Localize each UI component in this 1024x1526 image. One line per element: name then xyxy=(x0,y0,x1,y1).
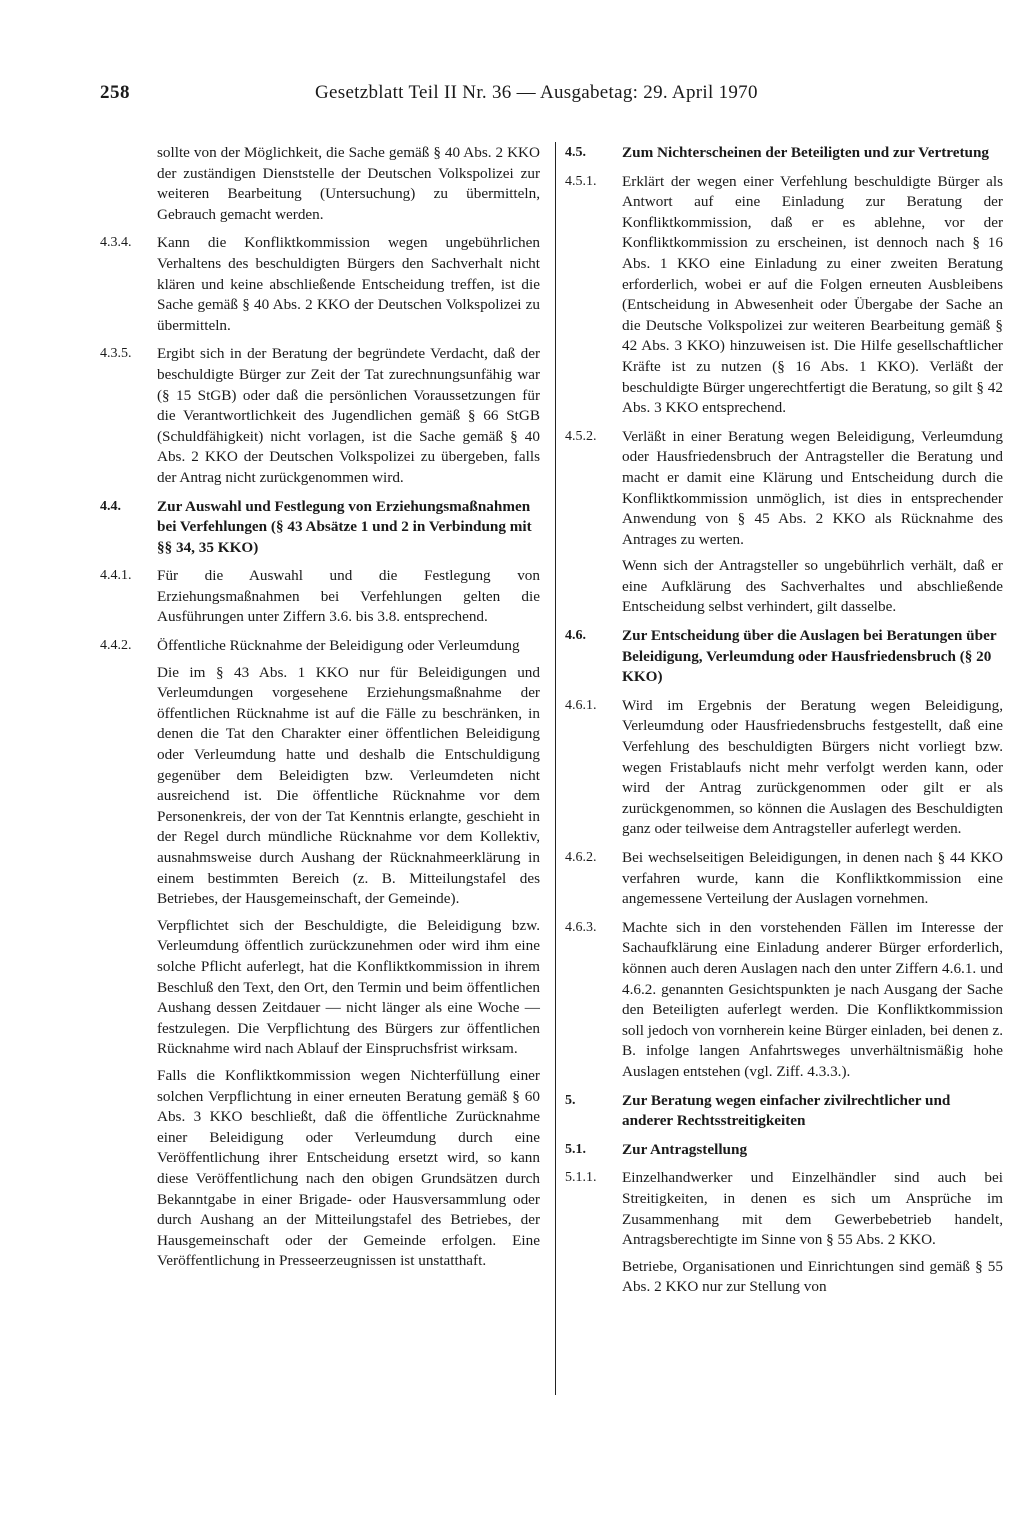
section-paragraph xyxy=(565,848,1003,910)
paragraph-text: Ergibt sich in der Beratung der begründete Verdacht, daß der beschuldigte Bürger zur Zeit der Tat zurechnungsunfähig war (§ 15 StGB) oder daß die persönlichen Voraussetzungen für die Verantwortlichkeit des Jugendlichen gemäß § 66 StGB (Schuldfähigkeit) nicht vorlagen, ist die Sache gemäß § 40 Abs. 2 KKO der Deutschen Volkspolizei zu übergeben, falls der Antrag nicht zurückgenommen wird. xyxy=(157,345,540,486)
section-heading xyxy=(565,143,1003,164)
section-body xyxy=(622,427,1003,618)
section-paragraph xyxy=(565,172,1003,419)
section-body xyxy=(622,626,1003,688)
paragraph-text: sollte von der Möglichkeit, die Sache gemäß § 40 Abs. 2 KKO der zuständigen Dienststelle der Deutschen Volkspolizei zur weiteren Bearbeitung (Untersuchung) zu übermitteln, Gebrauch gemacht werden. xyxy=(157,144,540,223)
section-number: 4.6.2. xyxy=(565,850,597,865)
paragraph-text: Zur Beratung wegen einfacher zivilrechtlicher und anderer Rechtsstreitigkeiten xyxy=(622,1091,951,1130)
section-number: 5. xyxy=(565,1092,576,1108)
paragraph-text: Verpflichtet sich der Beschuldigte, die Beleidigung bzw. Verleumdung öffentlich zurückzunehmen oder wird ihm eine solche Pflicht auferlegt, hat die Konfliktkommission in ihrem Beschluß den Text, den Ort, den Termin und beim öffentlichen Aushang dessen Zeitdauer — nicht länger als eine Woche — festzulegen. Die Verpflichtung des Bürgers zur öffentlichen Rücknahme wird nach Ablauf der Einspruchsfrist wirksam. xyxy=(157,916,540,1058)
section-paragraph xyxy=(100,233,540,336)
paragraph-text: Betriebe, Organisationen und Einrichtungen sind gemäß § 55 Abs. 2 KKO nur zur Stellung von xyxy=(622,1257,1003,1296)
paragraph-text: Zur Entscheidung über die Auslagen bei Beratungen über Beleidigung, Verleumdung oder Hausfriedensbruch (§ 20 KKO) xyxy=(622,627,997,686)
section-paragraph xyxy=(565,427,1003,618)
section-number: 4.6.1. xyxy=(565,697,597,713)
paragraph-text: Bei wechselseitigen Beleidigungen, in denen nach § 44 KKO verfahren wurde, kann die Konfliktkommission eine angemessene Verteilung der Auslagen vornehmen. xyxy=(622,849,1003,908)
section-body xyxy=(622,848,1003,910)
section-heading xyxy=(565,1140,1003,1161)
section-body xyxy=(157,497,540,559)
paragraph-text: Zum Nichterscheinen der Beteiligten und zur Vertretung xyxy=(622,144,990,161)
section-paragraph xyxy=(565,1168,1003,1298)
section-number: 4.5.1. xyxy=(565,173,597,189)
section-body xyxy=(157,233,540,336)
section-number: 4.5.2. xyxy=(565,428,597,444)
paragraph-text: Kann die Konfliktkommission wegen ungebührlichen Verhaltens des beschuldigten Bürgers den Sachverhalt nicht klären und keine abschließende Entscheidung treffen, ist die Sache gemäß § 40 Abs. 2 KKO der Deutschen Volkspolizei zu übermitteln. xyxy=(157,234,540,334)
left-column xyxy=(100,143,540,1280)
section-number: 4.4.2. xyxy=(100,638,132,654)
paragraph-text: Für die Auswahl und die Festlegung von Erziehungsmaßnahmen bei Verfehlungen gelten die Ausführungen unter Ziffern 3.6. bis 3.8. entsprechend. xyxy=(157,567,540,626)
section-body xyxy=(157,143,540,225)
section-number: 4.5. xyxy=(565,145,586,160)
column-divider xyxy=(555,142,556,1395)
paragraph-text: Die im § 43 Abs. 1 KKO nur für Beleidigungen und Verleumdungen vorgesehene Erziehungsmaßnahme der öffentlichen Rücknahme ist auf die Fälle zu beschränken, in denen die Tat den Charakter einer öffentlichen Beleidigung oder Verleumdung hatte und deshalb die Entschuldigung gegenüber dem Beleidigten bzw. Verleumdeten nicht ausreichend ist. Die öffentliche Rücknahme vor dem Personenkreis, der von der Tat Kenntnis erlangte, geschieht in der Regel durch mündliche Rücknahme vor dem Kollektiv, ausnahmsweise durch Aushang der Rücknahmeerklärung in einem bestimmten Bereich (z. B. Mitteilungstafel des Betriebes, der Hausgemeinschaft, der Gemeinde). xyxy=(157,663,540,908)
section-paragraph xyxy=(565,696,1003,840)
section-heading xyxy=(565,1091,1003,1132)
section-number: 4.4. xyxy=(100,498,121,514)
paragraph-text: Zur Auswahl und Festlegung von Erziehungsmaßnahmen bei Verfehlungen (§ 43 Absätze 1 und 2 in Verbindung mit §§ 34, 35 KKO) xyxy=(157,497,532,556)
paragraph-text: Erklärt der wegen einer Verfehlung beschuldigte Bürger als Antwort auf eine Einladung zur Beratung der Konfliktkommission, daß er es ablehne, vor der Konfliktkommission zu erscheinen, ist dennoch nach § 16 Abs. 1 KKO eine Einladung zu einer zweiten Beratung erforderlich, wobei er auf die Folgen erneuten Ausbleibens (Entscheidung in Abwesenheit oder Übergabe der Sache an die Deutsche Volkspolizei zur weiteren Bearbeitung gemäß § 42 Abs. 3 KKO) hinzuweisen ist. Die Hilfe gesellschaftlicher Kräfte ist zu nutzen (§ 16 Abs. 1 KKO). Verläßt der beschuldigte Bürger ungerechtfertigt die Beratung, so gilt § 42 Abs. 3 KKO entsprechend. xyxy=(622,172,1003,417)
section-body xyxy=(622,1168,1003,1298)
section-paragraph xyxy=(100,566,540,628)
right-column xyxy=(565,143,1003,1306)
section-number: 4.6. xyxy=(565,628,586,644)
section-body xyxy=(622,143,1003,164)
section-paragraph xyxy=(565,918,1003,1083)
section-body xyxy=(622,918,1003,1083)
section-number: 4.3.5. xyxy=(100,346,132,362)
section-body xyxy=(622,1140,1003,1161)
section-number: 4.3.4. xyxy=(100,235,132,251)
section-body xyxy=(157,566,540,628)
section-paragraph xyxy=(100,143,540,225)
section-body xyxy=(622,1091,1003,1132)
section-paragraph xyxy=(100,636,540,1272)
section-body xyxy=(157,344,540,488)
section-number: 5.1. xyxy=(565,1141,586,1157)
paragraph-text: Wird im Ergebnis der Beratung wegen Beleidigung, Verleumdung oder Hausfriedensbruchs festgestellt, daß eine Verfehlung des beschuldigten Bürgers nicht vorliegt bzw. wegen Fristablaufs nicht mehr verfolgt werden kann, oder wird der Antrag zurückgenommen oder gilt er als zurückgenommen, so können die Auslagen des Beschuldigten ganz oder teilweise dem Antragsteller auferlegt werden. xyxy=(622,696,1003,838)
paragraph-text: Verläßt in einer Beratung wegen Beleidigung, Verleumdung oder Hausfriedensbruch der Antragsteller die Beratung und macht er damit eine Klärung und Entscheidung durch die Konfliktkommission unmöglich, ist dies in entsprechender Anwendung von § 45 Abs. 2 KKO als Rücknahme des Antrages zu werten. xyxy=(622,427,1003,548)
paragraph-text: Falls die Konfliktkommission wegen Nichterfüllung einer solchen Verpflichtung in einer erneuten Beratung gemäß § 60 Abs. 3 KKO beschließt, daß die öffentliche Zurücknahme einer Beleidigung oder Verleumdung durch eine Veröffentlichung ihrer Entscheidung ersetzt wird, so kann diese Veröffentlichung nach den obigen Grundsätzen durch Bekanntgabe in einer Brigade- oder Hausversammlung oder durch Aushang an der Mitteilungstafel des Betriebes, der Hausgemeinschaft oder der Gemeinde erfolgen. Eine Veröffentlichung in Presseerzeugnissen ist unstatthaft. xyxy=(157,1066,540,1270)
section-number: 4.6.3. xyxy=(565,919,597,935)
section-body xyxy=(622,172,1003,419)
paragraph-text: Öffentliche Rücknahme der Beleidigung oder Verleumdung xyxy=(157,637,520,655)
paragraph-text: Einzelhandwerker und Einzelhändler sind auch bei Streitigkeiten, in denen es sich um Ansprüche im Zusammenhang mit dem Gewerbebetrieb handelt, Antragsberechtigte im Sinne von § 55 Abs. 2 KKO. xyxy=(622,1169,1003,1249)
section-body xyxy=(622,696,1003,840)
page-header xyxy=(100,82,1000,110)
section-heading xyxy=(565,626,1003,688)
paragraph-text: Wenn sich der Antragsteller so ungebührlich verhält, daß er eine Aufklärung des Sachverhaltes und abschließende Entscheidung selbst verhindert, gilt dasselbe. xyxy=(622,557,1003,616)
section-number: 4.4.1. xyxy=(100,568,132,584)
section-heading xyxy=(100,497,540,559)
paragraph-text: Machte sich in den vorstehenden Fällen im Interesse der Sachaufklärung eine Einladung anderer Bürger erforderlich, können auch deren Auslagen nach den unter Ziffern 4.6.1. und 4.6.2. genannten Gesichtspunkten je nach Ausgang der Sache den Beteiligten auferlegt werden. Die Konfliktkommission soll jedoch von vornherein keine Bürger einladen, bei denen z. B. infolge langen Anfahrtsweges unverhältnismäßig hohe Auslagen entstehen (vgl. Ziff. 4.3.3.). xyxy=(622,918,1003,1080)
section-paragraph xyxy=(100,344,540,488)
section-number: 5.1.1. xyxy=(565,1170,597,1186)
gazette-title: Gesetzblatt Teil II Nr. 36 — Ausgabetag: 29. April 1970 xyxy=(315,82,758,103)
paragraph-text: Zur Antragstellung xyxy=(622,1140,748,1158)
section-body xyxy=(157,636,540,1272)
page-number: 258 xyxy=(100,82,130,103)
